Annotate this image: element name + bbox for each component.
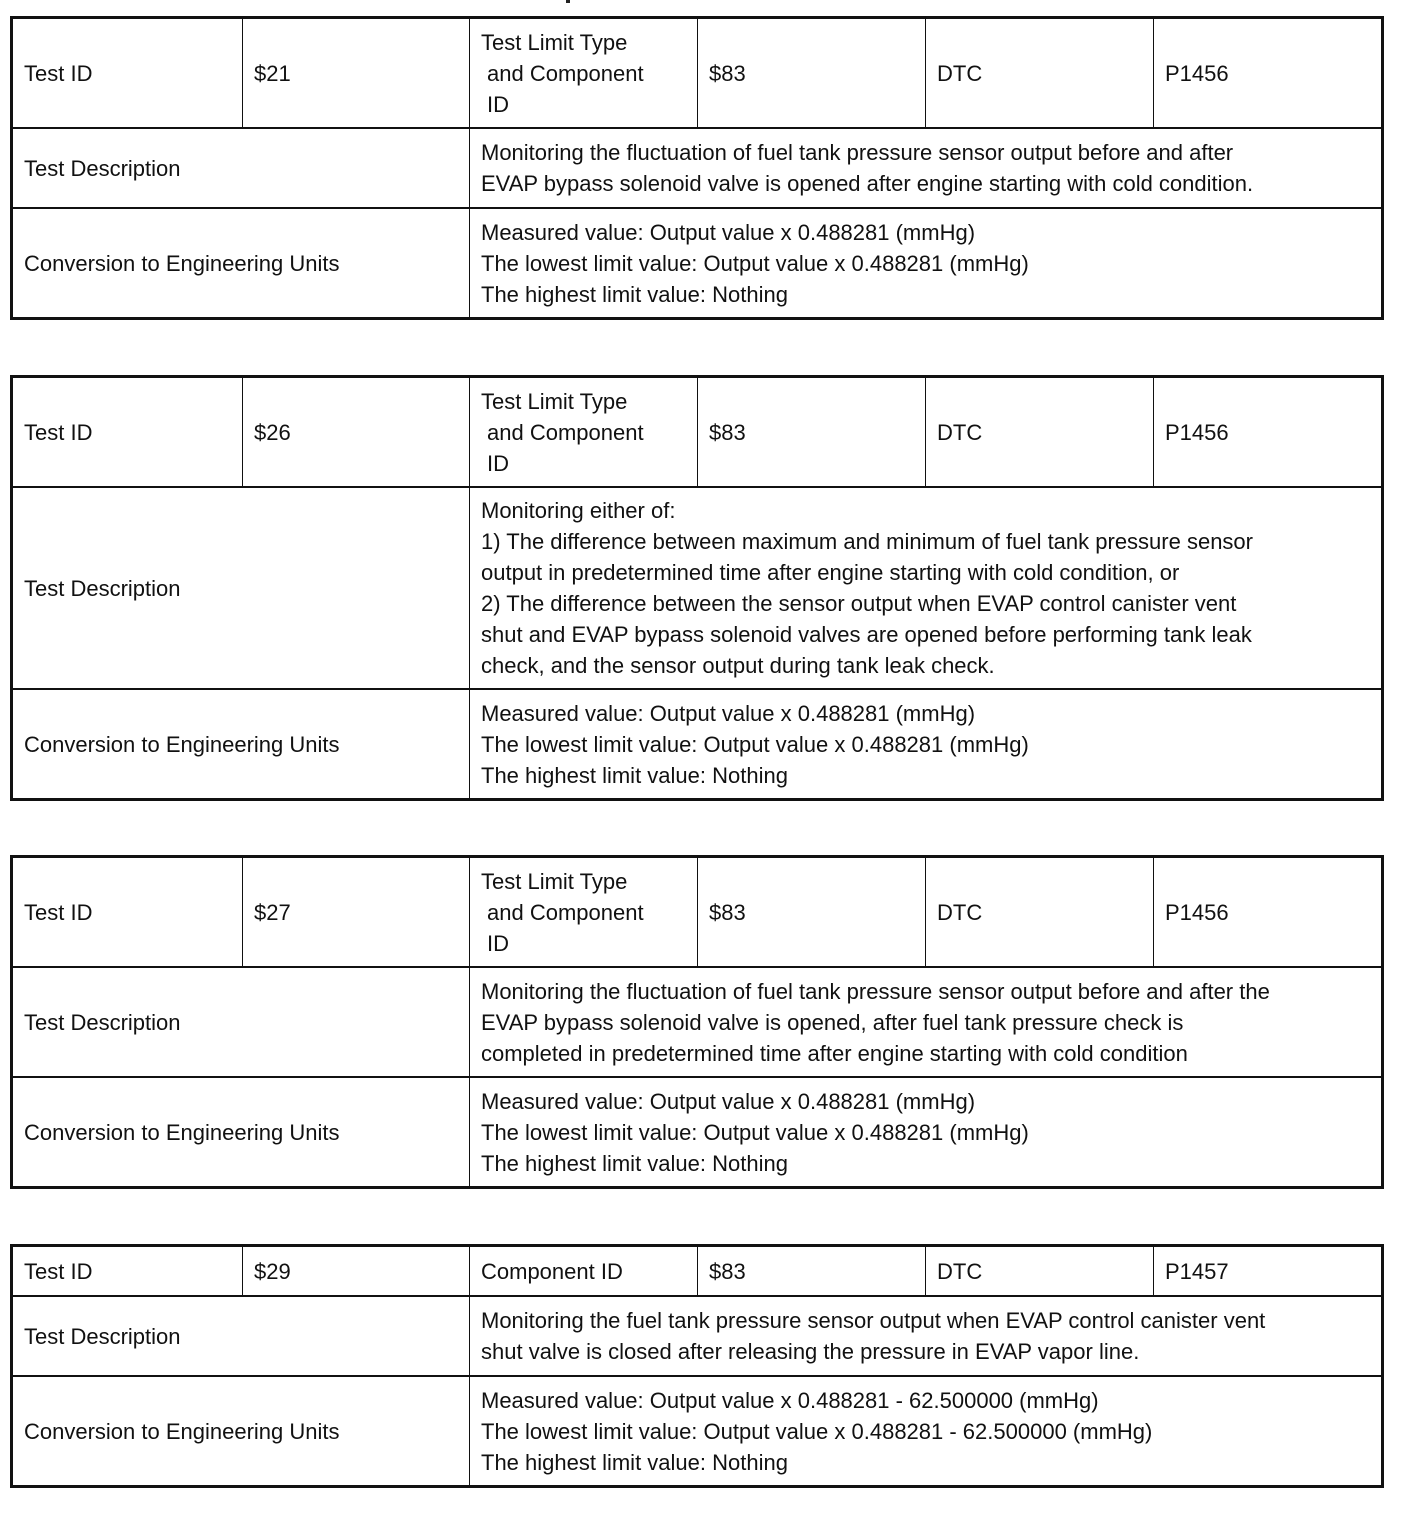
limit-type-label-line: ID [487,450,509,476]
conversion-value [470,689,1383,800]
conversion-label: Conversion to Engineering Units [12,1077,470,1188]
limit-type-label-line: and Component [487,899,644,925]
limit-type-label-line: Component ID [481,1258,623,1284]
limit-type-label [470,377,698,488]
test-description-label: Test Description [12,967,470,1077]
conversion-value [470,1376,1383,1487]
limit-type-label-line: Test Limit Type [481,388,628,414]
description-line: 2) The difference between the sensor output when EVAP control canister vent [481,591,1237,616]
dtc-label: DTC [926,18,1154,129]
conversion-value [470,1077,1383,1188]
test-table [10,855,1384,1189]
conversion-line: The highest limit value: Nothing [481,762,788,788]
limit-type-label-line: ID [487,930,509,956]
test-description-value [470,487,1383,689]
header-row [12,1246,1383,1297]
test-id-value: $29 [243,1246,470,1297]
dtc-label: DTC [926,1246,1154,1297]
conversion-line: Measured value: Output value x 0.488281 (mmHg) [481,700,976,726]
test-id-label: Test ID [12,18,243,129]
description-row [12,967,1383,1077]
description-line: output in predetermined time after engine starting with cold condition, or [481,560,1180,585]
conversion-label: Conversion to Engineering Units [12,208,470,319]
limit-type-label-line: and Component [487,419,644,445]
conversion-line: The lowest limit value: Output value x 0.488281 - 62.500000 (mmHg) [481,1418,1153,1444]
description-line: shut valve is closed after releasing the pressure in EVAP vapor line. [481,1339,1140,1364]
test-id-label: Test ID [12,377,243,488]
conversion-row [12,208,1383,319]
test-id-label: Test ID [12,857,243,968]
conversion-line: The highest limit value: Nothing [481,1150,788,1176]
description-line: EVAP bypass solenoid valve is opened, after fuel tank pressure check is [481,1009,1184,1035]
limit-type-label-line: ID [487,91,509,117]
test-description-value [470,1296,1383,1376]
description-line: Monitoring the fuel tank pressure sensor output when EVAP control canister vent [481,1308,1266,1333]
description-line: completed in predetermined time after engine starting with cold condition [481,1040,1188,1066]
test-id-value: $27 [243,857,470,968]
conversion-line: Measured value: Output value x 0.488281 - 62.500000 (mmHg) [481,1387,1099,1413]
component-id-value: $83 [698,377,926,488]
test-table [10,1244,1384,1488]
conversion-label: Conversion to Engineering Units [12,1376,470,1487]
dtc-value: P1456 [1154,377,1383,488]
component-id-value: $83 [698,857,926,968]
test-description-value [470,128,1383,208]
test-id-value: $26 [243,377,470,488]
conversion-line: The lowest limit value: Output value x 0.488281 (mmHg) [481,1119,1029,1145]
header-row [12,18,1383,129]
limit-type-label-line: and Component [487,60,644,86]
conversion-line: The lowest limit value: Output value x 0.488281 (mmHg) [481,731,1029,757]
test-description-label: Test Description [12,487,470,689]
conversion-row [12,689,1383,800]
conversion-value [470,208,1383,319]
test-id-label: Test ID [12,1246,243,1297]
description-line: Monitoring either of: [481,498,676,523]
component-id-value: $83 [698,18,926,129]
dtc-label: DTC [926,377,1154,488]
limit-type-label [470,18,698,129]
conversion-line: Measured value: Output value x 0.488281 (mmHg) [481,219,976,245]
limit-type-label-line: Test Limit Type [481,868,628,894]
description-line: Monitoring the fluctuation of fuel tank pressure sensor output before and after the [481,978,1270,1004]
description-row [12,487,1383,689]
test-description-label: Test Description [12,1296,470,1376]
test-table [10,16,1384,320]
page-top-mark [566,0,570,3]
limit-type-label [470,857,698,968]
limit-type-label [470,1246,698,1297]
conversion-line: The highest limit value: Nothing [481,1449,788,1475]
conversion-row [12,1376,1383,1487]
description-row [12,1296,1383,1376]
dtc-value: P1456 [1154,857,1383,968]
description-row [12,128,1383,208]
test-table [10,375,1384,801]
description-line: shut and EVAP bypass solenoid valves are opened before performing tank leak [481,622,1252,647]
header-row [12,377,1383,488]
test-description-value [470,967,1383,1077]
test-description-label: Test Description [12,128,470,208]
dtc-label: DTC [926,857,1154,968]
conversion-label: Conversion to Engineering Units [12,689,470,800]
limit-type-label-line: Test Limit Type [481,29,628,55]
dtc-value: P1456 [1154,18,1383,129]
conversion-row [12,1077,1383,1188]
header-row [12,857,1383,968]
description-line: EVAP bypass solenoid valve is opened after engine starting with cold condition. [481,171,1254,196]
description-line: 1) The difference between maximum and minimum of fuel tank pressure sensor [481,529,1253,554]
component-id-value: $83 [698,1246,926,1297]
conversion-line: The lowest limit value: Output value x 0.488281 (mmHg) [481,250,1029,276]
description-line: check, and the sensor output during tank leak check. [481,653,995,678]
test-id-value: $21 [243,18,470,129]
description-line: Monitoring the fluctuation of fuel tank pressure sensor output before and after [481,140,1234,165]
conversion-line: Measured value: Output value x 0.488281 (mmHg) [481,1088,976,1114]
conversion-line: The highest limit value: Nothing [481,281,788,307]
dtc-value: P1457 [1154,1246,1383,1297]
